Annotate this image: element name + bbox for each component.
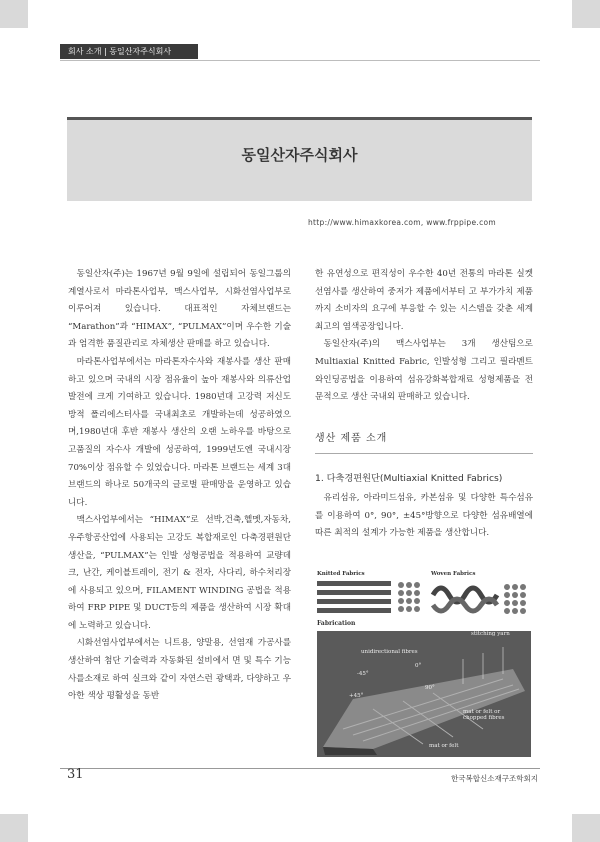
mat-felt-chopped-label: mat or felt or chopped fibres: [463, 709, 505, 721]
breadcrumb: 회사 소개 | 동일산자주식회사: [60, 44, 198, 59]
journal-name: 한국복합신소재구조학회지: [451, 774, 538, 783]
subsection-heading: 1. 다축경편원단(Multiaxial Knitted Fabrics): [315, 473, 503, 484]
paragraph: 동일산자(주)의 맥스사업부는 3개 생산팀으로 Multiaxial Knitted Fabric, 인발성형 그리고 필라멘트 와인딩공법을 이용하여 섬유강화복합재료 성형제품을 전문적으로 생산 국내외 판매하고 있습니다.: [315, 339, 533, 403]
stitching-yarn-label: stitching yarn: [471, 631, 510, 637]
page-title: 동일산자주식회사: [241, 146, 358, 164]
paragraph: 동일산자(주)는 1967년 9월 9일에 설립되어 동일그룹의 계열사로서 마라톤사업부, 맥스사업부, 시화선염사업부로 이루어져 있습니다. 대표적인 자체브랜드는 “Marathon”과 “HIMAX”, “PULMAX”이며 우수한 기술과 엄격한 품질관리로 자체생산 판매를 하고 있습니다.: [68, 269, 291, 350]
section-heading: 생산 제품 소개: [315, 433, 388, 444]
angle-label-plus45: +45°: [349, 693, 364, 699]
fabrication-label: Fabrication: [317, 620, 356, 627]
title-panel: [67, 117, 532, 238]
paragraph: 시화선염사업부에서는 니트용, 양말용, 선염재 가공사를 생산하여 첨단 기술력과 자동화된 설비에서 면 및 특수 기능사를소재로 하여 실크와 같이 자연스런 광택과, 다양하고 우아한 색상 평활성을 동반: [68, 638, 291, 702]
corner-mark-tr: [572, 0, 600, 28]
paragraph: 마라톤사업부에서는 마라톤자수사와 재봉사를 생산 판매하고 있으며 국내의 시장 점유율이 높아 재봉사와 의류산업발전에 크게 기여하고 있습니다. 1980년대 고강력 저신도 방적 폴리에스터사를 국내최초로 개발하는데 성공하였으며,1980년대 후반 재봉사 생산의 오랜 노하우를 바탕으로 고품질의 자수사 개발에 성공하여, 1999년도엔 국내시장 70%이상 점유할 수 있었습니다. 마라톤 브랜드는 세계 3대 브랜드의 하나로 50개국의 글로벌 판매망을 운영하고 있습니다.: [68, 356, 291, 508]
subsection-body: [315, 490, 533, 543]
right-column: [315, 266, 533, 407]
angle-label-minus45: -45°: [357, 671, 369, 677]
company-urls: http://www.himaxkorea.com, www.frppipe.com: [307, 218, 496, 227]
header-divider: [60, 60, 540, 61]
section-divider: [315, 453, 533, 454]
angle-label-90: 90°: [425, 685, 435, 691]
corner-mark-bl: [0, 814, 28, 842]
fabrication-diagram: [313, 629, 535, 759]
paragraph: 맥스사업부에서는 “HIMAX”로 선박,건축,헬멧,자동차,우주항공산업에 사용되는 고강도 복합재로인 다축경편원단 생산을, “PULMAX”는 인발 성형공법을 적용하여 교량데크, 난간, 케이블트레이, 전기 & 전자, 사다리, 하수처리장에 사용되고 있으며, FILAMENT WINDING 공법을 적용하여 FRP PIPE 및 DUCT등의 제품을 생산하여 시장 확대에 노력하고 있습니다.: [68, 515, 291, 631]
page-number: 31: [67, 767, 84, 782]
paragraph: 유리섬유, 아라미드섬유, 카본섬유 및 다양한 특수섬유를 이용하여 0°, 90°, ±45°방향으로 다양한 섬유배열에 따른 최적의 설계가 가능한 제품을 생산합니다.: [315, 493, 533, 539]
footer-divider: [60, 768, 540, 769]
unidirectional-fibres-label: unidirectional fibres: [361, 649, 418, 655]
paragraph: 한 유연성으로 편직성이 우수한 40년 전통의 마라톤 실켓 선염사를 생산하여 중저가 제품에서부터 고 부가가치 제품까지 소비자의 요구에 부응할 수 있는 시스템을 갖춘 세계 최고의 염색공장입니다.: [315, 269, 533, 332]
corner-mark-tl: [0, 0, 28, 28]
corner-mark-br: [572, 814, 600, 842]
fabric-comparison-diagram: [313, 577, 535, 619]
left-column: [68, 266, 291, 706]
knitted-fabrics-label: Knitted Fabrics: [317, 571, 365, 577]
fabric-figure: [313, 567, 535, 762]
angle-label-0: 0°: [415, 663, 422, 669]
woven-fabrics-label: Woven Fabrics: [431, 571, 476, 577]
mat-felt-label: mat or felt: [429, 743, 459, 749]
